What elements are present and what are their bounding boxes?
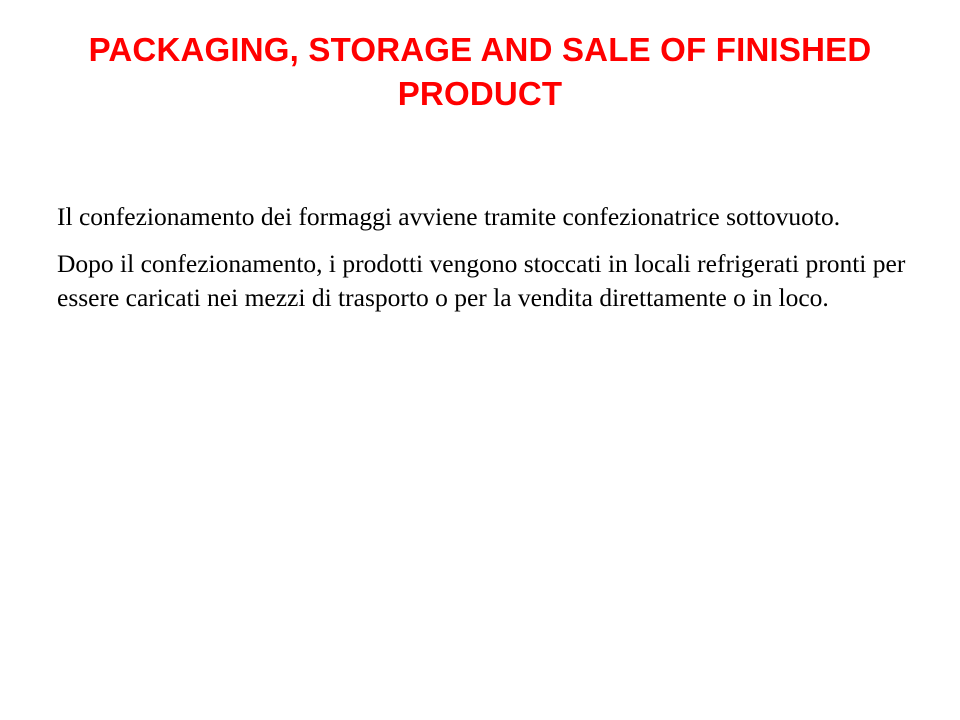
body-paragraph: Dopo il confezionamento, i prodotti vengono stoccati in locali refrigerati pronti per essere caricati nei mezzi di trasporto o per la vendita direttamente o in loco.: [57, 248, 906, 312]
body-paragraph: Il confezionamento dei formaggi avviene tramite confezionatrice sottovuoto.: [57, 202, 841, 231]
slide-body: [57, 200, 912, 315]
page-title: PACKAGING, STORAGE AND SALE OF FINISHED PRODUCT: [88, 31, 872, 112]
